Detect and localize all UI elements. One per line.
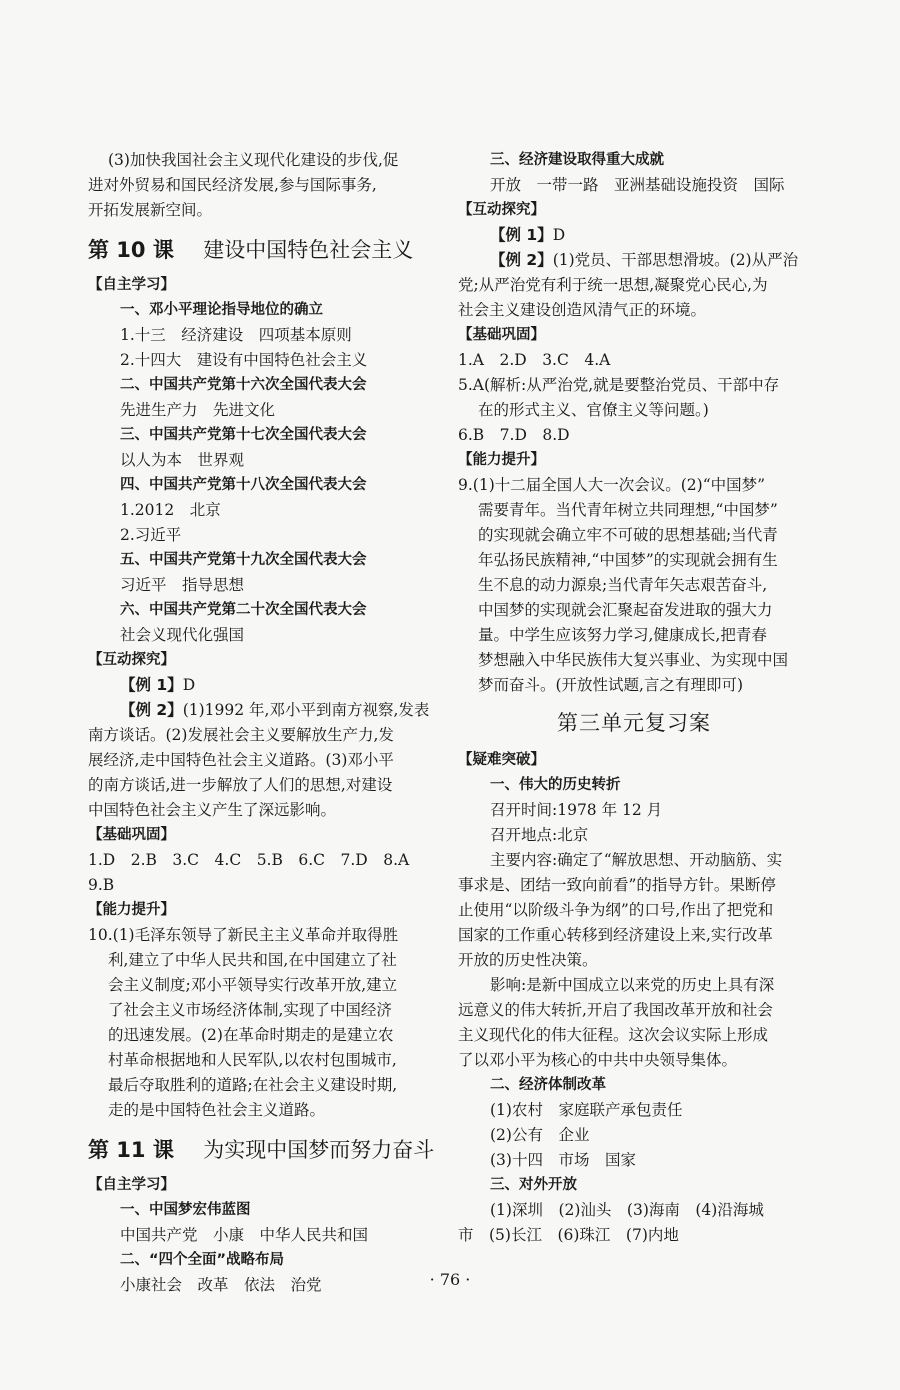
text-line: 了社会主义市场经济体制,实现了中国经济 <box>108 1001 392 1019</box>
text-line: 需要青年。当代青年树立共同理想,“中国梦” <box>478 501 778 519</box>
answer-line: 2.习近平 <box>120 526 182 544</box>
answer-line: 6.B 7.D 8.D <box>458 426 570 444</box>
page-number: · 76 · <box>429 1270 471 1289</box>
answer-line: (2)公有 企业 <box>490 1126 590 1144</box>
text-line: 了以邓小平为核心的中共中央领导集体。 <box>458 1051 738 1069</box>
text-line: 事求是、团结一致向前看”的指导方针。果断停 <box>458 876 776 894</box>
topic-heading: 四、中国共产党第十八次全国代表大会 <box>120 477 367 493</box>
text-line: 国家的工作重心转移到经济建设上来,实行改革 <box>458 926 773 944</box>
text-line: 影响:是新中国成立以来党的历史上具有深 <box>490 976 775 994</box>
topic-heading: 二、“四个全面”战略布局 <box>120 1252 285 1268</box>
section-heading: 【基础巩固】 <box>458 327 545 343</box>
text-line: 走的是中国特色社会主义道路。 <box>108 1101 326 1119</box>
text-line: 梦而奋斗。(开放性试题,言之有理即可) <box>478 676 744 694</box>
text-line: 主要内容:确定了“解放思想、开动脑筋、实 <box>490 851 783 869</box>
text-line: 召开地点:北京 <box>490 826 589 844</box>
answer-line: 开放 一带一路 亚洲基础设施投资 国际 <box>490 176 785 194</box>
answer-line: 先进生产力 先进文化 <box>120 401 276 419</box>
answer-line: (1)农村 家庭联产承包责任 <box>490 1101 683 1119</box>
text-line: 生不息的动力源泉;当代青年矢志艰苦奋斗, <box>478 576 768 594</box>
topic-heading: 二、经济体制改革 <box>490 1077 606 1093</box>
answer-line: 社会义现代化强国 <box>120 626 245 644</box>
answer-line: 小康社会 改革 依法 治党 <box>120 1276 322 1294</box>
example-2 <box>88 698 440 723</box>
example-answer: D <box>552 226 566 244</box>
section-heading: 【自主学习】 <box>88 277 175 293</box>
lesson-number: 第 11 课 <box>88 1138 174 1162</box>
lesson-10-title <box>88 227 440 273</box>
section-heading: 【互动探究】 <box>88 652 175 668</box>
topic-heading: 三、对外开放 <box>490 1177 577 1193</box>
answer-line: 市 (5)长江 (6)珠江 (7)内地 <box>458 1226 679 1244</box>
text-line: 9.(1)十二届全国人大一次会议。(2)“中国梦” <box>458 476 766 494</box>
text-line: 进对外贸易和国民经济发展,参与国际事务, <box>88 176 377 194</box>
topic-heading: 五、中国共产党第十九次全国代表大会 <box>120 552 367 568</box>
answer-line: (1)深圳 (2)汕头 (3)海南 (4)沿海城 <box>490 1201 764 1219</box>
lesson-name: 为实现中国梦而努力奋斗 <box>203 1138 435 1162</box>
example-label: 【例 2】 <box>120 701 183 719</box>
text-line: 最后夺取胜利的道路;在社会主义建设时期, <box>108 1076 398 1094</box>
section-heading: 【基础巩固】 <box>88 827 175 843</box>
unit-title: 第三单元复习案 <box>557 711 711 735</box>
left-column <box>88 148 440 1298</box>
topic-heading: 一、伟大的历史转折 <box>490 777 621 793</box>
text-line: 远意义的伟大转折,开启了我国改革开放和社会 <box>458 1001 773 1019</box>
text-line: 的南方谈话,进一步解放了人们的思想,对建设 <box>88 776 393 794</box>
text-line: (3)加快我国社会主义现代化建设的步伐,促 <box>108 151 399 169</box>
text-line: 村革命根据地和人民军队,以农村包围城市, <box>108 1051 397 1069</box>
example-label: 【例 1】 <box>490 226 553 244</box>
topic-heading: 一、中国梦宏伟蓝图 <box>120 1202 251 1218</box>
text-line: 召开时间:1978 年 12 月 <box>490 801 663 819</box>
example-1 <box>458 223 810 248</box>
text-line: 开放的历史性决策。 <box>458 951 598 969</box>
section-heading: 【能力提升】 <box>458 452 545 468</box>
text-line: 展经济,走中国特色社会主义道路。(3)邓小平 <box>88 751 394 769</box>
example-label: 【例 2】 <box>490 251 553 269</box>
text-line: 社会主义建设创造风清气正的环境。 <box>458 301 707 319</box>
text-line: 的实现就会确立牢不可破的思想基础;当代青 <box>478 526 778 544</box>
answer-line: 9.B <box>88 876 115 894</box>
answer-line: 1.十三 经济建设 四项基本原则 <box>120 326 352 344</box>
lesson-name: 建设中国特色社会主义 <box>203 238 414 262</box>
section-heading: 【自主学习】 <box>88 1177 175 1193</box>
topic-heading: 三、中国共产党第十七次全国代表大会 <box>120 427 367 443</box>
example-1 <box>88 673 440 698</box>
lesson-number: 第 10 课 <box>88 238 174 262</box>
text-line: 的迅速发展。(2)在革命时期走的是建立农 <box>108 1026 394 1044</box>
topic-heading: 二、中国共产党第十六次全国代表大会 <box>120 377 367 393</box>
example-answer: (1)1992 年,邓小平到南方视察,发表 <box>182 701 430 719</box>
example-2 <box>458 248 810 273</box>
lesson-11-title <box>88 1127 440 1173</box>
text-line: 梦想融入中华民族伟大复兴事业、为实现中国 <box>478 651 789 669</box>
topic-heading: 三、经济建设取得重大成就 <box>490 152 664 168</box>
answer-line: 2.十四大 建设有中国特色社会主义 <box>120 351 368 369</box>
text-line: 会主义制度;邓小平领导实行改革开放,建立 <box>108 976 398 994</box>
text-line: 南方谈话。(2)发展社会主义要解放生产力,发 <box>88 726 394 744</box>
text-line: 利,建立了中华人民共和国,在中国建立了社 <box>108 951 397 969</box>
text-line: 主义现代化的伟大征程。这次会议实际上形成 <box>458 1026 769 1044</box>
example-answer: (1)党员、干部思想滑坡。(2)从严治 <box>552 251 799 269</box>
text-line: 开拓发展新空间。 <box>88 201 213 219</box>
example-label: 【例 1】 <box>120 676 183 694</box>
topic-heading: 六、中国共产党第二十次全国代表大会 <box>120 602 367 618</box>
answer-line: 以人为本 世界观 <box>120 451 245 469</box>
topic-heading: 一、邓小平理论指导地位的确立 <box>120 302 323 318</box>
answer-line: 1.2012 北京 <box>120 501 221 519</box>
answer-line: 中国共产党 小康 中华人民共和国 <box>120 1226 369 1244</box>
section-heading: 【能力提升】 <box>88 902 175 918</box>
section-heading: 【疑难突破】 <box>458 752 545 768</box>
answer-line: 5.A(解析:从严治党,就是要整治党员、干部中存 <box>458 376 780 394</box>
answer-line: 习近平 指导思想 <box>120 576 245 594</box>
text-line: 年弘扬民族精神,“中国梦”的实现就会拥有生 <box>478 551 778 569</box>
text-line: 量。中学生应该努力学习,健康成长,把青春 <box>478 626 767 644</box>
answer-line: (3)十四 市场 国家 <box>490 1151 636 1169</box>
text-line: 10.(1)毛泽东领导了新民主主义革命并取得胜 <box>88 926 399 944</box>
example-answer: D <box>182 676 196 694</box>
answer-line: 1.D 2.B 3.C 4.C 5.B 6.C 7.D 8.A <box>88 851 410 869</box>
right-column <box>458 148 810 1248</box>
answer-line: 1.A 2.D 3.C 4.A <box>458 351 611 369</box>
text-line: 中国特色社会主义产生了深远影响。 <box>88 801 337 819</box>
text-line: 中国梦的实现就会汇聚起奋发进取的强大力 <box>478 601 773 619</box>
text-line: 止使用“以阶级斗争为纲”的口号,作出了把党和 <box>458 901 774 919</box>
answer-line: 在的形式主义、官僚主义等问题。) <box>478 401 709 419</box>
section-heading: 【互动探究】 <box>458 202 545 218</box>
text-line: 党;从严治党有利于统一思想,凝聚党心民心,为 <box>458 276 768 294</box>
